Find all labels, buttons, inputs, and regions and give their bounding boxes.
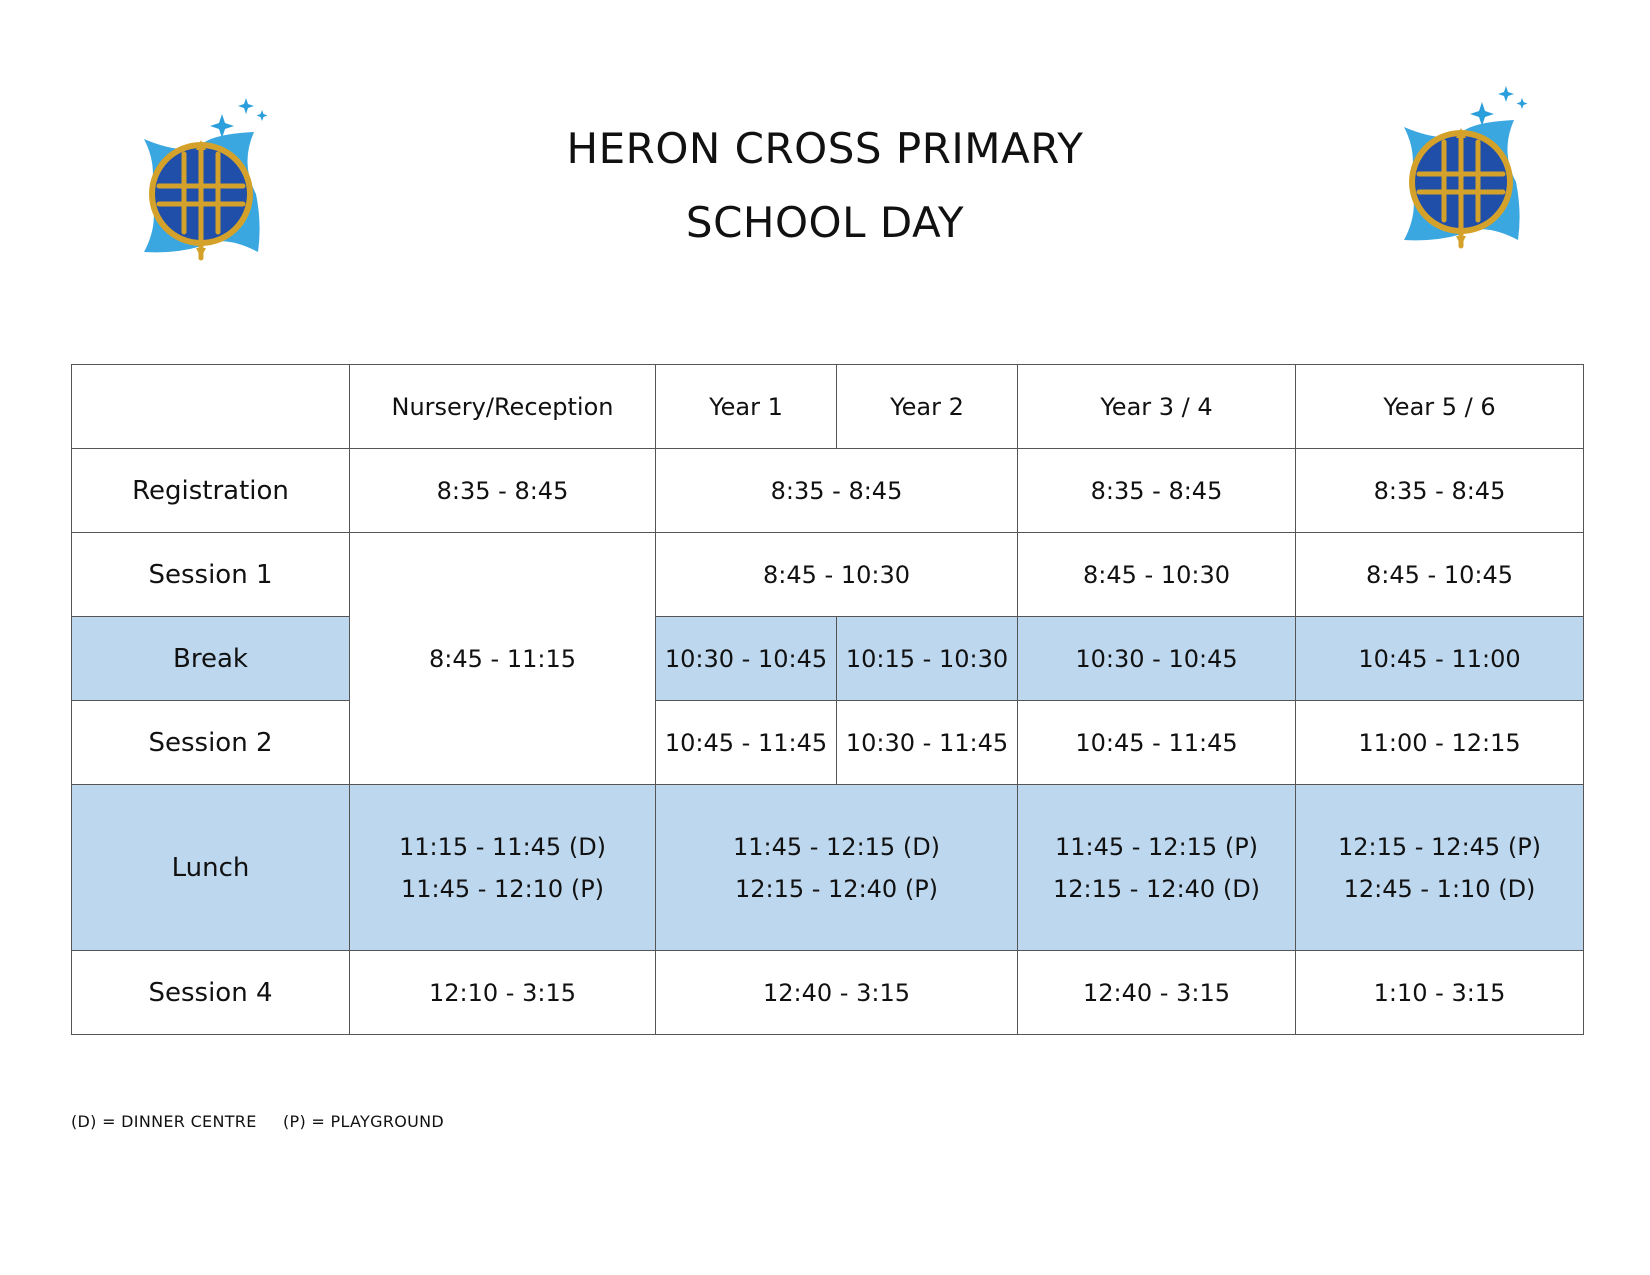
row-label-session-4: Session 4 — [72, 951, 350, 1035]
lunch-year-3-4-line-2: 12:15 - 12:40 (D) — [1052, 874, 1261, 903]
row-label-registration: Registration — [72, 449, 350, 533]
row-label-lunch: Lunch — [72, 785, 350, 951]
header-year-3-4: Year 3 / 4 — [1018, 365, 1296, 449]
session-2-year-5-6: 11:00 - 12:15 — [1296, 701, 1584, 785]
session-4-year-5-6: 1:10 - 3:15 — [1296, 951, 1584, 1035]
lunch-year-3-4 — [1018, 785, 1296, 951]
registration-year-3-4: 8:35 - 8:45 — [1018, 449, 1296, 533]
lunch-year-3-4-line-1: 11:45 - 12:15 (P) — [1054, 832, 1259, 861]
session-1-nursery: 8:45 - 11:15 — [350, 533, 656, 785]
lunch-year-1-2-line-1: 11:45 - 12:15 (D) — [732, 832, 941, 861]
header-year-2: Year 2 — [837, 365, 1018, 449]
page-title: HERON CROSS PRIMARY — [566, 124, 1084, 173]
registration-year-1-2: 8:35 - 8:45 — [656, 449, 1018, 533]
header-year-1: Year 1 — [656, 365, 837, 449]
row-label-session-1: Session 1 — [72, 533, 350, 617]
table-header-row — [72, 365, 1584, 449]
lunch-year-5-6 — [1296, 785, 1584, 951]
break-year-1: 10:30 - 10:45 — [656, 617, 837, 701]
header-nursery-reception: Nursery/Reception — [350, 365, 656, 449]
table-row-lunch — [72, 785, 1584, 951]
table-row-registration — [72, 449, 1584, 533]
table-row-session-2 — [72, 701, 1584, 785]
lunch-nursery-line-1: 11:15 - 11:45 (D) — [398, 832, 607, 861]
school-day-timetable — [71, 364, 1584, 1035]
header-year-5-6: Year 5 / 6 — [1296, 365, 1584, 449]
break-year-2: 10:15 - 10:30 — [837, 617, 1018, 701]
session-1-year-1-2: 8:45 - 10:30 — [656, 533, 1018, 617]
session-2-year-2: 10:30 - 11:45 — [837, 701, 1018, 785]
session-2-year-3-4: 10:45 - 11:45 — [1018, 701, 1296, 785]
lunch-year-5-6-line-1: 12:15 - 12:45 (P) — [1337, 832, 1542, 861]
lunch-nursery-line-2: 11:45 - 12:10 (P) — [400, 874, 605, 903]
break-year-3-4: 10:30 - 10:45 — [1018, 617, 1296, 701]
session-4-nursery: 12:10 - 3:15 — [350, 951, 656, 1035]
session-1-year-3-4: 8:45 - 10:30 — [1018, 533, 1296, 617]
registration-year-5-6: 8:35 - 8:45 — [1296, 449, 1584, 533]
legend-playground: (P) = PLAYGROUND — [283, 1112, 445, 1131]
session-1-year-5-6: 8:45 - 10:45 — [1296, 533, 1584, 617]
session-4-year-3-4: 12:40 - 3:15 — [1018, 951, 1296, 1035]
lunch-year-1-2 — [656, 785, 1018, 951]
session-4-year-1-2: 12:40 - 3:15 — [656, 951, 1018, 1035]
registration-nursery: 8:35 - 8:45 — [350, 449, 656, 533]
table-row-session-1 — [72, 533, 1584, 617]
page-subtitle: SCHOOL DAY — [685, 198, 965, 247]
header-cell-empty — [72, 365, 350, 449]
lunch-nursery — [350, 785, 656, 951]
lunch-year-5-6-line-2: 12:45 - 1:10 (D) — [1343, 874, 1536, 903]
row-label-break: Break — [72, 617, 350, 701]
break-year-5-6: 10:45 - 11:00 — [1296, 617, 1584, 701]
legend-dinner-centre: (D) = DINNER CENTRE — [71, 1112, 257, 1131]
lunch-year-1-2-line-2: 12:15 - 12:40 (P) — [734, 874, 939, 903]
row-label-session-2: Session 2 — [72, 701, 350, 785]
session-2-year-1: 10:45 - 11:45 — [656, 701, 837, 785]
table-row-session-4 — [72, 951, 1584, 1035]
table-row-break — [72, 617, 1584, 701]
